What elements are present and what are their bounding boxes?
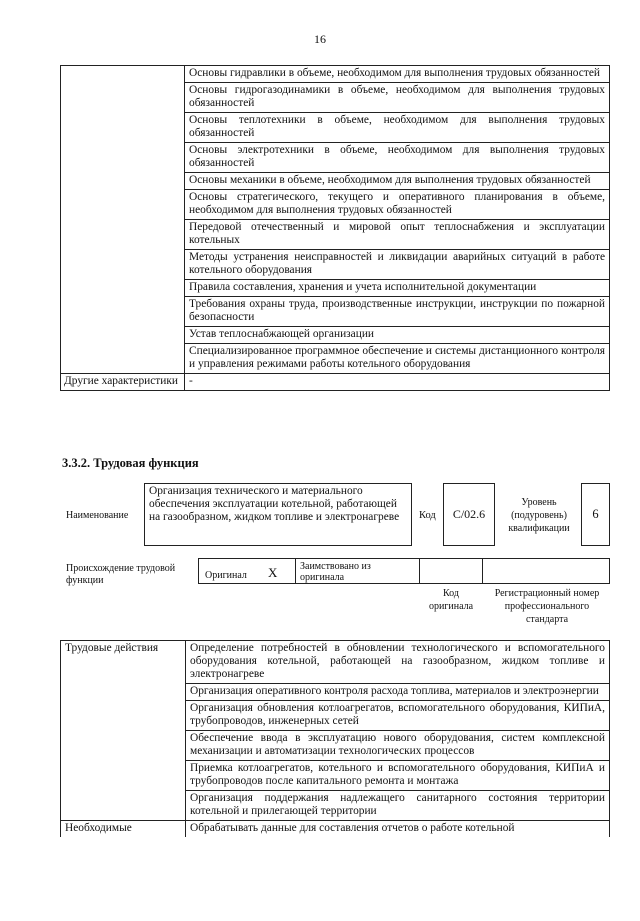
code-label: Код [419,510,436,521]
divider [295,558,296,584]
table-row: Правила составления, хранения и учета исполнительной документации [185,280,610,297]
borrowed-label: Заимствовано из оригинала [300,561,371,583]
table-row: Основы стратегического, текущего и оперативного планирования в объеме, необходимом для выполнения трудовых обязанностей [185,190,610,220]
knowledge-label-cell [61,66,185,374]
table-row: Определение потребностей в обновлении технологического и вспомогательного оборудования котельной, работающей на газообразном, жидком топливе и электронагреве [186,641,610,684]
table-row: Основы механики в объеме, необходимом для выполнения трудовых обязанностей [185,173,610,190]
level-label: Уровень (подуровень) квалификации [508,497,570,534]
table-row: Основы гидравлики в объеме, необходимом для выполнения трудовых обязанностей [185,66,610,83]
section-title: 3.3.2. Трудовая функция [62,456,199,470]
origin-label: Происхождение трудовой функции [66,563,176,586]
table-row: Приемка котлоагрегатов, котельного и вспомогательного оборудования, КИПиА и трубопроводов после капитального ремонта и монтажа [186,761,610,791]
divider [482,558,483,584]
other-characteristics-label: Другие характеристики [61,374,185,391]
table-row: Специализированное программное обеспечение и системы дистанционного контроля и управления режимами работы котельного оборудования [185,344,610,374]
table-row: Обрабатывать данные для составления отчетов о работе котельной [186,821,610,838]
divider [419,558,420,584]
code-value: C/02.6 [443,483,495,546]
table-row: Требования охраны труда, производственные инструкции, инструкции по пожарной безопасности [185,297,610,327]
table-row: Устав теплоснабжающей организации [185,327,610,344]
table-row: Основы теплотехники в объеме, необходимом для выполнения трудовых обязанностей [185,113,610,143]
original-label: Оригинал [205,570,247,581]
other-characteristics-value: - [185,374,610,391]
page-number: 16 [314,32,326,46]
table-row: Организация оперативного контроля расхода топлива, материалов и электроэнергии [186,684,610,701]
table-row: Передовой отечественный и мировой опыт теплоснабжения и эксплуатации котельных [185,220,610,250]
knowledge-table [60,65,610,391]
code-original-label: Код оригинала [428,588,474,612]
table-row: Методы устранения неисправностей и ликвидации аварийных ситуаций в работе котельного оборудования [185,250,610,280]
skills-label: Необходимые [61,821,186,838]
level-value: 6 [581,483,610,546]
table-row: Организация поддержания надлежащего санитарного состояния территории котельной и прилегающей территории [186,791,610,821]
table-row: Обеспечение ввода в эксплуатацию нового оборудования, систем комплексной механизации и автоматизации технологических процессов [186,731,610,761]
reg-number-label: Регистрационный номер профессионального стандарта [494,588,600,625]
actions-table [60,640,610,837]
actions-label: Трудовые действия [61,641,186,821]
function-name-value: Организация технического и материального обеспечения эксплуатации котельной, работающей на газообразном, жидком топливе и электронагреве [144,483,412,546]
name-label: Наименование [66,510,129,521]
original-mark: X [268,565,278,580]
table-row: Основы электротехники в объеме, необходимом для выполнения трудовых обязанностей [185,143,610,173]
table-row: Организация обновления котлоагрегатов, вспомогательного оборудования, КИПиА, трубопроводов, инженерных сетей [186,701,610,731]
table-row: Основы гидрогазодинамики в объеме, необходимом для выполнения трудовых обязанностей [185,83,610,113]
